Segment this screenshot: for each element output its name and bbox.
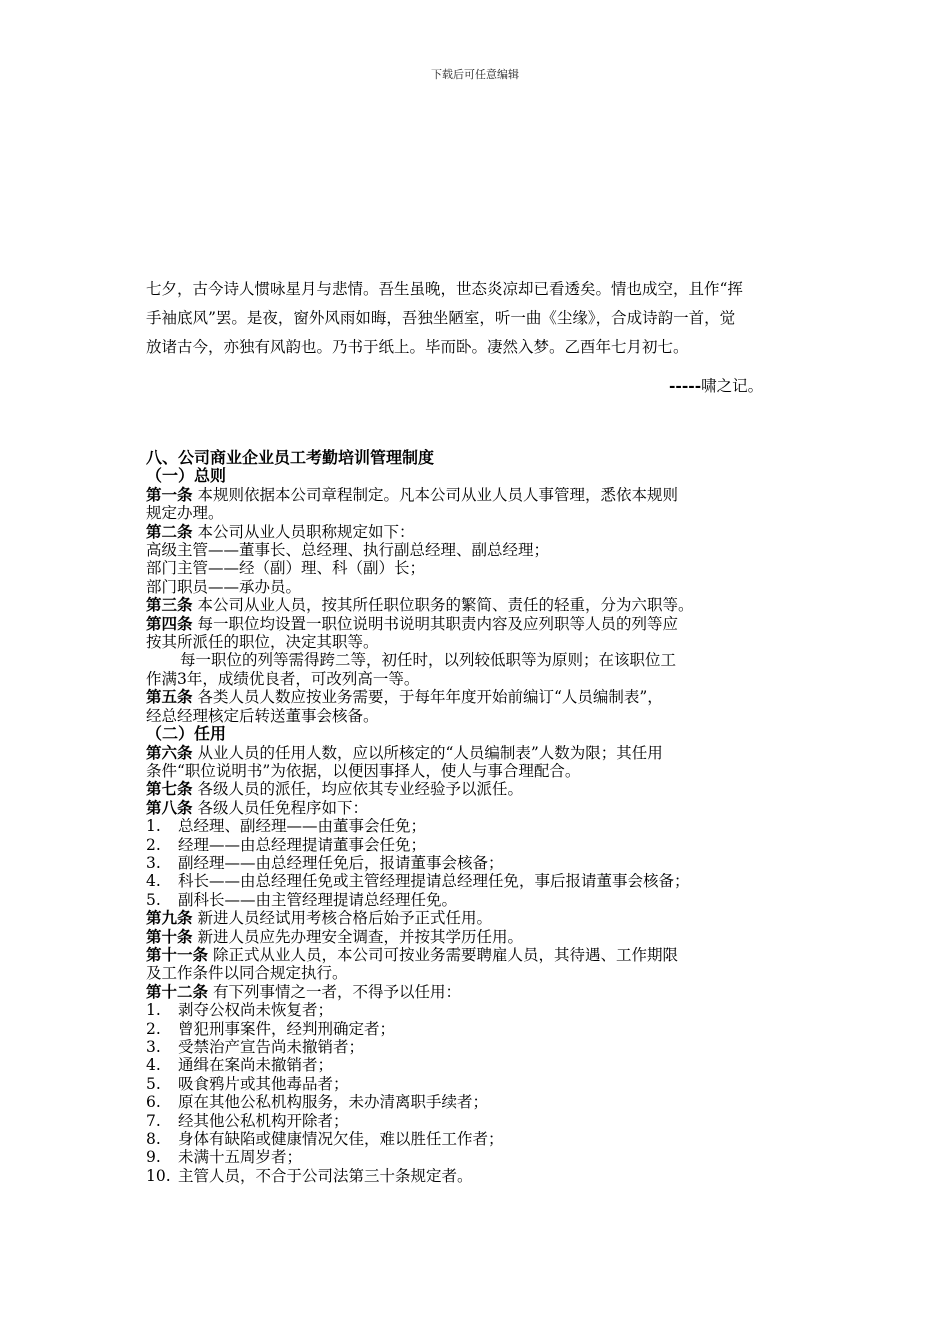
article-1 xyxy=(146,486,811,504)
article-9 xyxy=(146,909,811,927)
list-item xyxy=(146,1075,811,1093)
list-item xyxy=(146,1148,811,1166)
article-continuation: 作满3年，成绩优良者，可改列高一等。 xyxy=(146,669,420,688)
list-number: 3. xyxy=(146,1038,161,1056)
list-number: 2. xyxy=(146,835,161,854)
list-item xyxy=(146,1020,811,1038)
list-item xyxy=(146,817,811,835)
list-number: 1. xyxy=(146,1001,161,1020)
page-header: 下载后可任意编辑 xyxy=(431,68,519,81)
article-text: 本公司从业人员职称规定如下： xyxy=(192,522,415,541)
article-continuation: 按其所派任的职位，决定其职等。 xyxy=(146,633,379,652)
list-text: 经理——由总经理提请董事会任免； xyxy=(178,835,427,854)
list-item xyxy=(146,872,811,890)
article-continuation: 经总经理核定后转送董事会核备。 xyxy=(146,706,379,725)
list-number: 4. xyxy=(146,872,161,891)
list-text: 受禁治产宣告尚未撤销者； xyxy=(178,1038,365,1056)
section-heading: （一）总则 xyxy=(146,466,227,486)
list-item xyxy=(146,1130,811,1148)
article-2 xyxy=(146,523,811,541)
article-text: 各级人员任免程序如下： xyxy=(192,798,368,817)
article-7 xyxy=(146,780,811,798)
list-number: 6. xyxy=(146,1093,161,1112)
list-text: 副经理——由总经理任免后，报请董事会核备； xyxy=(178,853,504,872)
list-text: 总经理、副经理——由董事会任免； xyxy=(178,817,427,836)
list-number: 3. xyxy=(146,853,161,872)
list-text: 剥夺公权尚未恢复者； xyxy=(178,1001,334,1020)
article-continuation: 及工作条件以同合规定执行。 xyxy=(146,964,348,983)
list-item xyxy=(146,1038,811,1056)
list-text: 主管人员，不合于公司法第三十条规定者。 xyxy=(178,1166,473,1185)
article-label: 第十二条 xyxy=(146,982,209,1001)
article-text: 新进人员经试用考核合格后始予正式任用。 xyxy=(192,909,492,928)
list-item xyxy=(146,1093,811,1111)
article-label: 第四条 xyxy=(146,614,193,633)
list-number: 9. xyxy=(146,1148,161,1167)
article-text: 各级人员的派任，均应依其专业经验予以派任。 xyxy=(192,780,523,799)
article-label: 第三条 xyxy=(146,596,193,615)
article-label: 第二条 xyxy=(146,522,193,541)
article-3 xyxy=(146,596,811,614)
list-number: 2. xyxy=(146,1019,161,1038)
article-text: 各类人员人数应按业务需要，于每年年度开始前编订“人员编制表”， xyxy=(192,688,663,707)
article-label: 第九条 xyxy=(146,909,193,928)
article-label: 第十一条 xyxy=(146,945,209,964)
title-rank-item: 高级主管——董事长、总经理、执行副总经理、副总经理； xyxy=(146,541,550,560)
article-text: 每一职位均设置一职位说明书说明其职责内容及应列职等人员的列等应 xyxy=(192,614,678,633)
list-item xyxy=(146,836,811,854)
list-item xyxy=(146,1167,811,1185)
list-number: 8. xyxy=(146,1130,161,1149)
article-12 xyxy=(146,983,811,1001)
list-number: 4. xyxy=(146,1056,161,1075)
article-text: 本公司从业人员，按其所任职位职务的繁简、责任的轻重，分为六职等。 xyxy=(192,596,694,615)
list-number: 5. xyxy=(146,890,161,909)
list-item xyxy=(146,854,811,872)
article-label: 第七条 xyxy=(146,780,193,799)
article-label: 第六条 xyxy=(146,743,193,762)
article-continuation: 条件“职位说明书”为依据，以便因事择人，使人与事合理配合。 xyxy=(146,761,581,780)
article-8 xyxy=(146,799,811,817)
list-number: 10. xyxy=(146,1166,171,1185)
list-text: 未满十五周岁者； xyxy=(178,1148,303,1167)
article-text: 新进人员应先办理安全调查，并按其学历任用。 xyxy=(192,927,523,946)
article-text: 有下列事情之一者，不得予以任用： xyxy=(208,982,461,1001)
article-4 xyxy=(146,615,811,633)
signature-dash: ----- xyxy=(669,376,702,395)
list-item xyxy=(146,1001,811,1019)
list-text: 经其他公私机构开除者； xyxy=(178,1111,349,1130)
preface-paragraph xyxy=(146,275,806,362)
list-number: 5. xyxy=(146,1074,161,1093)
title-rank-item: 部门主管——经（副）理、科（副）长； xyxy=(146,559,426,578)
article-10 xyxy=(146,928,811,946)
article-5 xyxy=(146,688,811,706)
list-text: 曾犯刑事案件，经判刑确定者； xyxy=(178,1019,396,1038)
list-item xyxy=(146,1112,811,1130)
document-body xyxy=(146,449,811,1185)
article-6 xyxy=(146,744,811,762)
signature xyxy=(669,374,763,396)
preface-line: 手袖底风”罢。是夜，窗外风雨如晦，吾独坐陋室，听一曲《尘缘》，合成诗韵一首，觉 xyxy=(146,309,736,327)
list-text: 通缉在案尚未撤销者； xyxy=(178,1056,334,1075)
preface-line: 七夕，古今诗人惯咏星月与悲情。吾生虽晚，世态炎凉却已看透矣。情也成空，且作“挥 xyxy=(146,280,743,298)
list-text: 科长——由总经理任免或主管经理提请总经理任免，事后报请董事会核备； xyxy=(178,872,690,891)
document-title: 八、公司商业企业员工考勤培训管理制度 xyxy=(146,448,435,467)
list-text: 副科长——由主管经理提请总经理任免。 xyxy=(178,890,458,909)
title-rank-item: 部门职员——承办员。 xyxy=(146,577,302,596)
list-item xyxy=(146,891,811,909)
list-number: 1. xyxy=(146,817,161,836)
list-item xyxy=(146,1056,811,1074)
article-text: 从业人员的任用人数，应以所核定的“人员编制表”人数为限；其任用 xyxy=(192,743,663,762)
section-heading: （二）任用 xyxy=(146,724,227,744)
article-text: 本规则依据本公司章程制定。凡本公司从业人员人事管理，悉依本规则 xyxy=(192,485,678,504)
signature-text: 啸之记。 xyxy=(701,377,764,395)
preface-line: 放诸古今，亦独有风韵也。乃书于纸上。毕而卧。凄然入梦。乙酉年七月初七。 xyxy=(146,338,689,356)
article-paragraph: 每一职位的列等需得跨二等，初任时，以列较低职等为原则；在该职位工 xyxy=(180,651,677,670)
article-continuation: 规定办理。 xyxy=(146,504,224,523)
article-text: 除正式从业人员，本公司可按业务需要聘雇人员，其待遇、工作期限 xyxy=(208,945,678,964)
list-number: 7. xyxy=(146,1111,161,1130)
article-label: 第一条 xyxy=(146,485,193,504)
list-text: 身体有缺陷或健康情况欠佳，难以胜任工作者； xyxy=(178,1130,504,1149)
list-text: 吸食鸦片或其他毒品者； xyxy=(178,1074,349,1093)
list-text: 原在其他公私机构服务，未办清离职手续者； xyxy=(178,1093,489,1112)
article-label: 第五条 xyxy=(146,688,193,707)
article-11 xyxy=(146,946,811,964)
article-label: 第十条 xyxy=(146,927,193,946)
article-label: 第八条 xyxy=(146,798,193,817)
